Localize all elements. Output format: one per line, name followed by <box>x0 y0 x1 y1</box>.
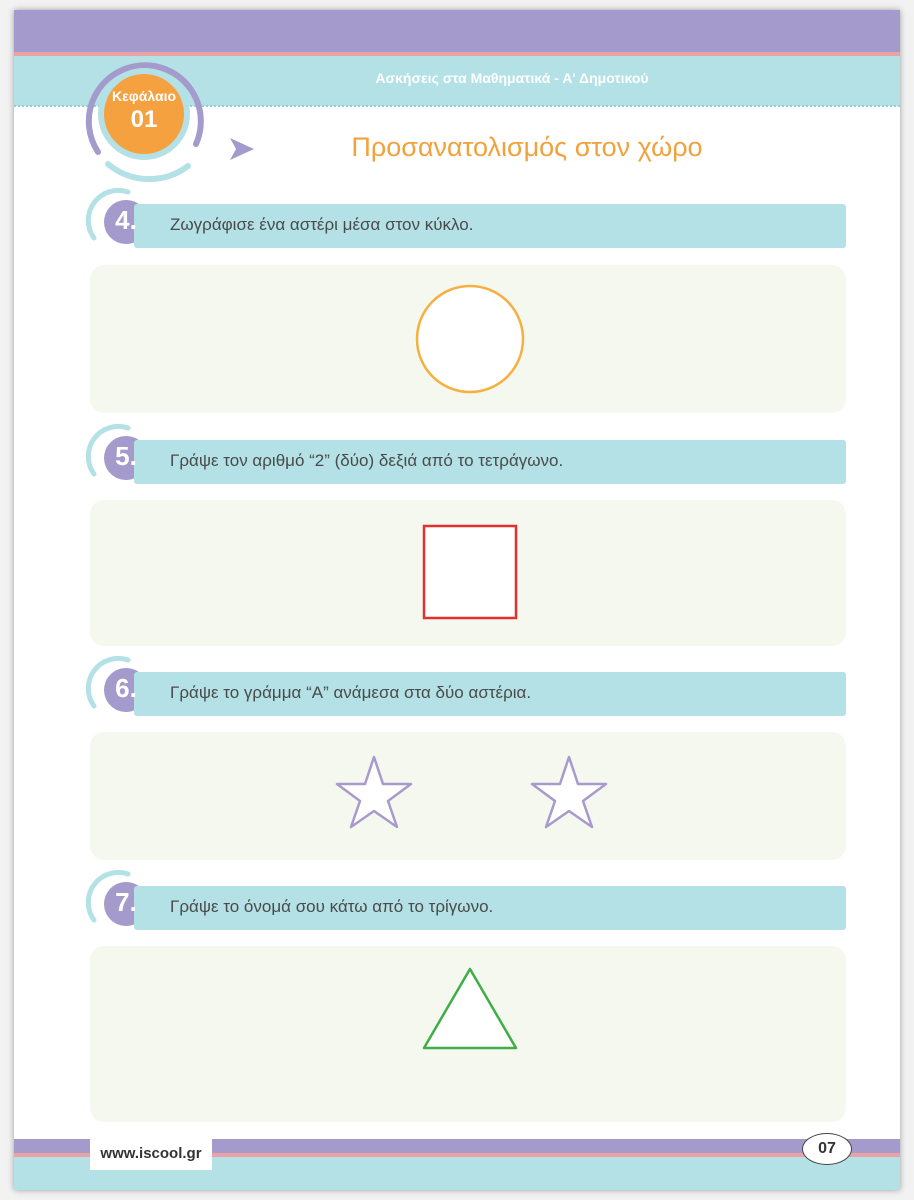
exercise-7-instruction: Γράψε το όνομά σου κάτω από το τρίγωνο. <box>170 897 494 916</box>
exercise-4-number: 4. <box>115 205 137 235</box>
worksheet-subtitle: Ασκήσεις στα Μαθηματικά - Α' Δημοτικού <box>375 70 649 86</box>
exercise-6-bar <box>134 672 846 716</box>
chapter-number: 01 <box>130 106 158 133</box>
exercise-6-instruction: Γράψε το γράμμα “Α” ανάμεσα στα δύο αστέρια. <box>170 683 532 702</box>
website-link[interactable]: www.iscool.gr <box>90 1138 212 1170</box>
page-title: Προσανατολισμός στον χώρο <box>351 132 703 162</box>
chapter-label: Κεφάλαιο <box>111 88 177 104</box>
exercise-7-answer-area[interactable] <box>90 946 846 1122</box>
exercise-7-bar <box>134 886 846 930</box>
star-icon <box>529 754 609 830</box>
exercise-4-instruction: Ζωγράφισε ένα αστέρι μέσα στον κύκλο. <box>170 215 474 234</box>
star-icon <box>334 754 414 830</box>
exercise-4-answer-area[interactable] <box>90 265 846 413</box>
chapter-label-group <box>98 72 190 134</box>
exercise-7-number: 7. <box>115 887 137 917</box>
exercise-4-bar <box>134 204 846 248</box>
worksheet-page <box>14 10 900 1190</box>
exercise-6-number: 6. <box>115 673 137 703</box>
square-icon <box>422 524 518 620</box>
exercise-6-answer-area[interactable] <box>90 732 846 860</box>
circle-icon <box>414 283 526 395</box>
exercise-5-bar <box>134 440 846 484</box>
exercise-5-answer-area[interactable] <box>90 500 846 646</box>
exercise-5-instruction: Γράψε τον αριθμό “2” (δύο) δεξιά από το τετράγωνο. <box>170 451 564 470</box>
header-band-purple <box>14 10 900 52</box>
triangle-icon <box>422 966 518 1052</box>
page-number: 07 <box>802 1133 852 1165</box>
exercise-5-number: 5. <box>115 441 137 471</box>
